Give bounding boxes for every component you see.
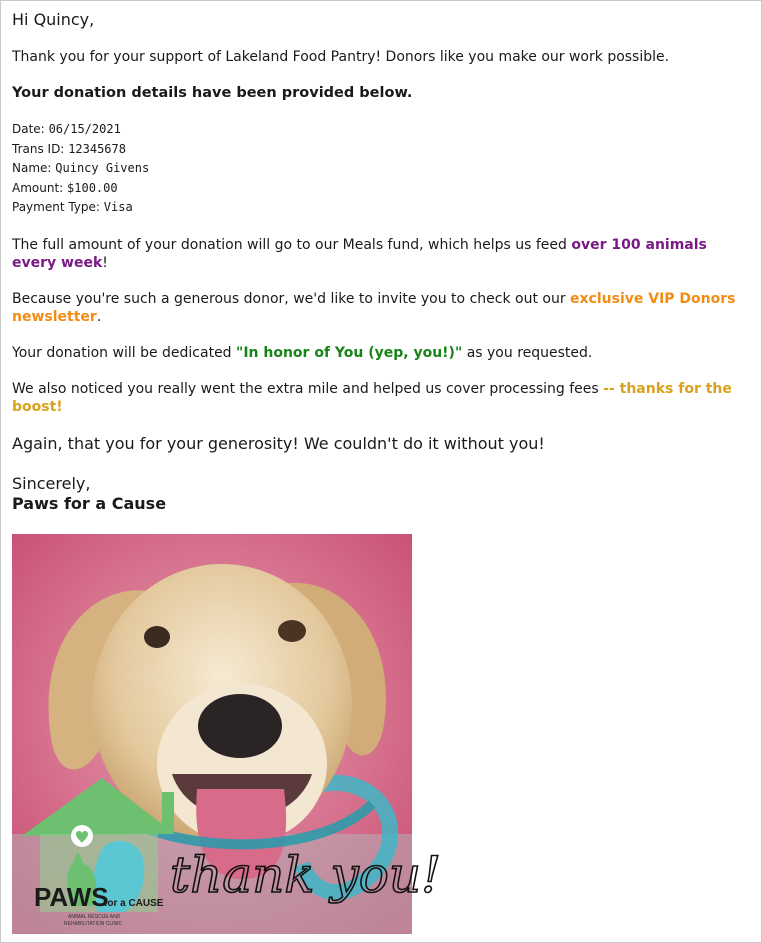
detail-value: Visa [103,200,133,214]
detail-label: Amount: [12,180,64,195]
fees-highlight: -- thanks for the boost! [12,380,732,415]
donation-details [12,120,750,218]
meals-paragraph [12,236,750,272]
vip-text: Because you're such a generous donor, we'd like to invite you to check out our [12,290,571,307]
meals-end: ! [102,254,108,271]
fees-text: We also noticed you really went the extra mile and helped us cover processing fees [12,380,604,397]
logo-tagline-line-2: REHABILITATION CLINIC [64,921,123,927]
detail-row-name [12,159,750,179]
meals-text: The full amount of your donation will go to our Meals fund, which helps us feed [12,236,572,253]
detail-value: Quincy Givens [55,161,150,175]
vip-newsletter-link[interactable]: exclusive VIP Donors newsletter [12,290,736,325]
greeting: Hi Quincy, [12,10,95,29]
detail-row-trans-id [12,140,750,160]
details-heading: Your donation details have been provided below. [12,85,413,101]
signoff: Sincerely, [12,473,91,493]
detail-row-payment-type [12,198,750,218]
thank-you-image [12,534,442,934]
logo-brand-suffix: for a CAUSE [104,898,164,909]
dog-eye-left [144,626,170,648]
detail-value: $100.00 [67,180,118,195]
detail-label: Trans ID: [12,141,65,156]
logo-brand-name: PAWS [34,882,109,912]
detail-value: 06/15/2021 [48,122,121,136]
logo-tagline-line-1: ANIMAL RESCUE AND [68,914,121,920]
detail-label: Payment Type: [12,200,100,214]
vip-paragraph [12,290,750,326]
thanks-paragraph: Again, that you for your generosity! We couldn't do it without you! [12,433,545,453]
detail-label: Date: [12,122,45,136]
intro-paragraph: Thank you for your support of Lakeland Food Pantry! Donors like you make our work possible. [12,49,670,65]
meals-highlight: over 100 animals every week [12,236,707,271]
dedication-end: as you requested. [462,344,593,361]
fees-paragraph [12,380,750,416]
detail-label: Name: [12,161,52,175]
dog-eye-right [278,620,306,642]
detail-row-amount [12,179,750,199]
dedication-text: Your donation will be dedicated [12,344,237,361]
dog-nose [198,694,282,758]
signature: Paws for a Cause [12,493,167,513]
detail-row-date [12,120,750,140]
dedication-highlight: "In honor of You (yep, you!)" [236,344,463,361]
thank-you-script: thank you! [170,846,442,904]
email-body [12,10,750,514]
detail-value: 12345678 [68,141,126,156]
vip-end: . [96,308,102,325]
dedication-paragraph [12,344,750,362]
